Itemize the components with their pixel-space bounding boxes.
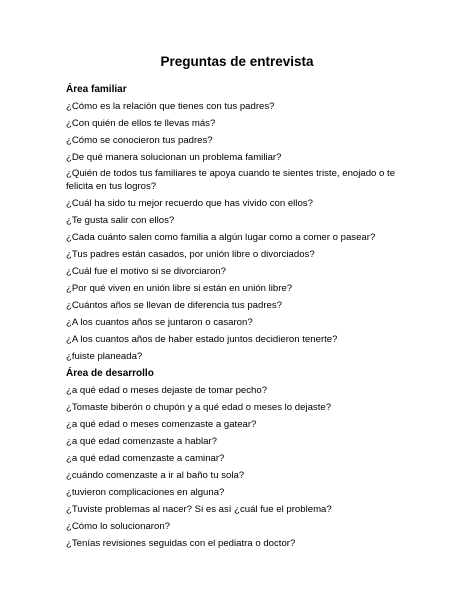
question-item: ¿Tus padres están casados, por unión libre o divorciados?	[66, 249, 315, 260]
question-item: ¿Cada cuánto salen como familia a algún lugar como a comer o pasear?	[66, 232, 376, 243]
question-item: ¿Tuviste problemas al nacer? Si es así ¿cuál fue el problema?	[66, 504, 332, 515]
question-item: ¿Por qué viven en unión libre si están en unión libre?	[66, 283, 293, 294]
question-item: ¿De qué manera solucionan un problema familiar?	[66, 152, 282, 163]
question-item: ¿Cómo es la relación que tienes con tus padres?	[66, 101, 275, 112]
section-heading-familiar: Área familiar	[66, 84, 127, 95]
question-item: ¿a qué edad comenzaste a caminar?	[66, 453, 225, 464]
question-item: ¿fuiste planeada?	[66, 351, 143, 362]
question-item: ¿Cuál fue el motivo si se divorciaron?	[66, 266, 226, 277]
question-item: ¿Cuántos años se llevan de diferencia tus padres?	[66, 300, 282, 311]
question-item: ¿a qué edad o meses dejaste de tomar pecho?	[66, 385, 268, 396]
question-item: ¿Con quién de ellos te llevas más?	[66, 118, 216, 129]
question-item: ¿Cómo lo solucionaron?	[66, 521, 170, 532]
page-title: Preguntas de entrevista	[160, 54, 314, 69]
question-item: ¿tuvieron complicaciones en alguna?	[66, 487, 225, 498]
question-item: ¿Cuál ha sido tu mejor recuerdo que has vivido con ellos?	[66, 198, 313, 209]
section-heading-desarrollo: Área de desarrollo	[66, 368, 154, 379]
question-item: ¿a qué edad comenzaste a hablar?	[66, 436, 217, 447]
question-item: ¿Quién de todos tus familiares te apoya cuando te sientes triste, enojado o te felicita en tus logros?	[66, 168, 396, 192]
question-item: ¿Tenías revisiones seguidas con el pediatra o doctor?	[66, 538, 296, 549]
question-item: ¿cuándo comenzaste a ir al baño tu sola?	[66, 470, 245, 481]
question-item: ¿A los cuantos años se juntaron o casaron?	[66, 317, 253, 328]
question-item: ¿Cómo se conocieron tus padres?	[66, 135, 213, 146]
question-item: ¿a qué edad o meses comenzaste a gatear?	[66, 419, 257, 430]
question-item: ¿Te gusta salir con ellos?	[66, 215, 175, 226]
question-item: ¿A los cuantos años de haber estado juntos decidieron tenerte?	[66, 334, 338, 345]
question-item: ¿Tomaste biberón o chupón y a qué edad o meses lo dejaste?	[66, 402, 332, 413]
